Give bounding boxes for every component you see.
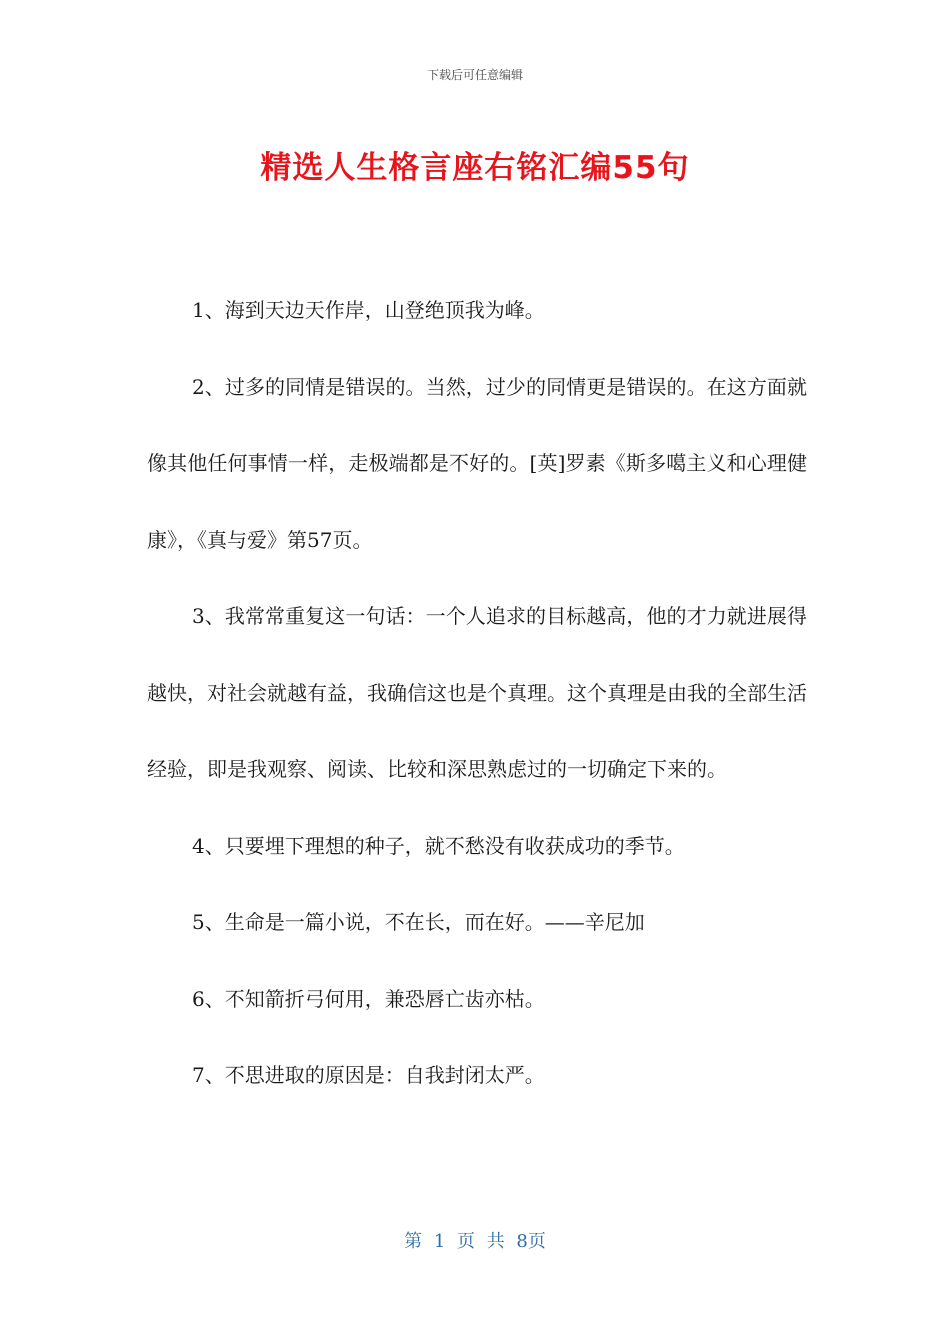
paragraph-7: 7、不思进取的原因是：自我封闭太严。 [192, 1063, 545, 1087]
paragraph-5: 5、生命是一篇小说，不在长，而在好。——辛尼加 [192, 910, 645, 934]
page-number-footer: 第 1 页 共 8页 [404, 1231, 546, 1252]
header-note: 下载后可任意编辑 [426, 68, 523, 82]
paragraph-1: 1、海到天边天作岸，山登绝顶我为峰。 [192, 298, 545, 322]
document-title: 精选人生格言座右铭汇编55句 [260, 150, 690, 186]
paragraph-4: 4、只要埋下理想的种子，就不愁没有收获成功的季节。 [192, 833, 685, 858]
paragraph-3: 3、我常常重复这一句话：一个人追求的目标越高，他的才力就进展得越快，对社会就越有益，我确信这也是个真理。这个真理是由我的全部生活经验，即是我观察、阅读、比较和深思熟虑过的一切确定下来的。 [147, 604, 807, 781]
document-body [147, 272, 807, 1114]
paragraph-6: 6、不知箭折弓何用，兼恐唇亡齿亦枯。 [192, 986, 545, 1011]
paragraph-2: 2、过多的同情是错误的。当然，过少的同情更是错误的。在这方面就像其他任何事情一样，走极端都是不好的。[英]罗素《斯多噶主义和心理健康》，《真与爱》第57页。 [147, 374, 807, 552]
